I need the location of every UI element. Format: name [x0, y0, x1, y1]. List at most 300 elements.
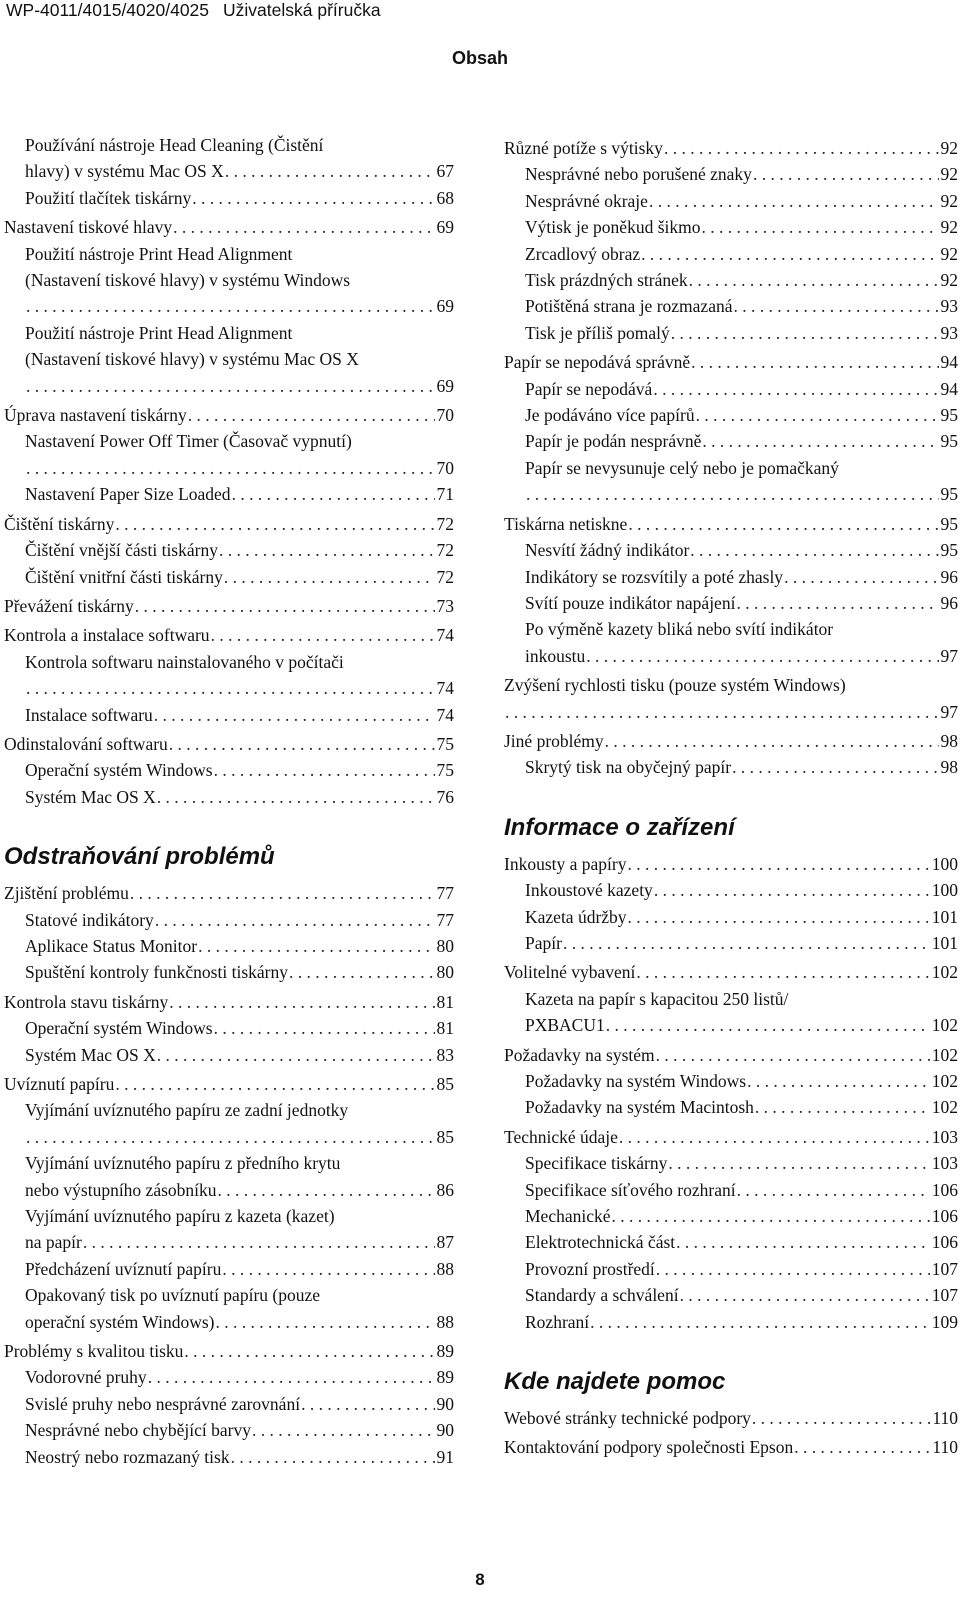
- toc-page-number: 68: [436, 187, 454, 208]
- toc-entry-line: [525, 590, 958, 616]
- toc-subentry[interactable]: [4, 907, 454, 933]
- toc-subentry[interactable]: [504, 564, 958, 590]
- dot-leader: [655, 1042, 930, 1068]
- toc-subentry[interactable]: [504, 1094, 958, 1120]
- toc-entry-line: [25, 537, 454, 563]
- toc-entry-title: Kontrola a instalace softwaru: [4, 625, 210, 646]
- dot-leader: [231, 481, 435, 507]
- toc-page-number: 86: [436, 1179, 454, 1200]
- toc-page-number: 94: [940, 378, 958, 399]
- toc-entry-title: operační systém Windows): [25, 1311, 215, 1332]
- toc-subentry[interactable]: [504, 293, 958, 319]
- dot-leader: [114, 1071, 434, 1097]
- toc-subentry[interactable]: [4, 320, 454, 399]
- toc-subentry[interactable]: [504, 904, 958, 930]
- toc-entry-line: [525, 481, 958, 507]
- dot-leader: [652, 376, 938, 402]
- toc-entry-title-line: Zvýšení rychlosti tisku (pouze systém Windows): [504, 675, 846, 696]
- toc-entry-title-line: (Nastavení tiskové hlavy) v systému Mac OS X: [25, 349, 359, 370]
- toc-entry[interactable]: [4, 402, 454, 428]
- toc-subentry[interactable]: [4, 1391, 454, 1417]
- toc-subentry[interactable]: [4, 564, 454, 590]
- toc-entry-title: Zrcadlový obraz: [525, 243, 641, 264]
- dot-leader: [25, 293, 435, 319]
- toc-entry-title: Standardy a schválení: [525, 1285, 679, 1306]
- dot-leader: [218, 537, 435, 563]
- toc-entry-line: [25, 1391, 454, 1417]
- dot-leader: [187, 402, 435, 428]
- toc-subentry[interactable]: [4, 1282, 454, 1335]
- toc-entry[interactable]: [504, 672, 958, 725]
- dot-leader: [156, 784, 435, 810]
- toc-entry-line: [504, 1405, 958, 1431]
- toc-page-number: 80: [436, 962, 454, 983]
- toc-subentry[interactable]: [504, 1068, 958, 1094]
- toc-entry-line: [25, 907, 454, 933]
- toc-entry-line: [25, 1256, 454, 1282]
- toc-entry-title: Instalace softwaru: [25, 704, 153, 725]
- toc-subentry[interactable]: [4, 1015, 454, 1041]
- toc-entry-title: Rozhraní: [525, 1311, 590, 1332]
- toc-subentry[interactable]: [504, 1150, 958, 1176]
- dot-leader: [746, 1068, 930, 1094]
- toc-subentry[interactable]: [504, 754, 958, 780]
- toc-entry-line: [4, 880, 454, 906]
- toc-entry-title: Nastavení tiskové hlavy: [4, 217, 173, 238]
- toc-entry-line: [25, 675, 454, 701]
- dot-leader: [663, 135, 939, 161]
- toc-entry-line: [25, 1417, 454, 1443]
- toc-left-column: [4, 132, 454, 1470]
- toc-subentry[interactable]: [504, 161, 958, 187]
- dot-leader: [675, 1229, 930, 1255]
- toc-entry-line: [504, 1124, 958, 1150]
- toc-entry-line: [25, 158, 454, 184]
- toc-page-number: 95: [940, 405, 958, 426]
- toc-subentry[interactable]: [504, 428, 958, 454]
- toc-entry-title: Systém Mac OS X: [25, 786, 156, 807]
- toc-entry-line: [25, 481, 454, 507]
- toc-subentry[interactable]: [4, 185, 454, 211]
- toc-entry-line: [25, 1229, 454, 1255]
- toc-entry[interactable]: [504, 1405, 958, 1431]
- toc-subentry[interactable]: [4, 1042, 454, 1068]
- dot-leader: [168, 731, 435, 757]
- toc-entry-title: Inkoustové kazety: [525, 880, 653, 901]
- toc-right-column: [504, 132, 958, 1461]
- dot-leader: [635, 959, 929, 985]
- running-header: [6, 0, 381, 21]
- toc-entry-line: [25, 1444, 454, 1470]
- dot-leader: [224, 158, 435, 184]
- toc-entry-line: [525, 564, 958, 590]
- toc-entry-title: Kazeta údržby: [525, 906, 627, 927]
- toc-subentry[interactable]: [504, 241, 958, 267]
- toc-page-number: 93: [940, 296, 958, 317]
- toc-page-number: 95: [940, 431, 958, 452]
- toc-page-number: 106: [931, 1232, 958, 1253]
- toc-subentry[interactable]: [504, 402, 958, 428]
- dot-leader: [690, 349, 938, 375]
- dot-leader: [251, 1417, 435, 1443]
- toc-page-number: 70: [436, 405, 454, 426]
- model-name: WP-4011/4015/4020/4025: [6, 0, 210, 20]
- toc-entry-line: [525, 267, 958, 293]
- toc-entry-title-line: Papír se nevysunuje celý nebo je pomačkaný: [525, 457, 839, 478]
- dot-leader: [736, 1177, 930, 1203]
- dot-leader: [230, 1444, 435, 1470]
- toc-page-number: 95: [940, 540, 958, 561]
- toc-page-number: 71: [436, 484, 454, 505]
- toc-entry-line: [504, 699, 958, 725]
- toc-entry-title: Papír se nepodává: [525, 378, 653, 399]
- dot-leader: [562, 930, 930, 956]
- dot-leader: [25, 1124, 435, 1150]
- toc-entry-line: [504, 959, 958, 985]
- dot-leader: [153, 702, 435, 728]
- toc-subentry[interactable]: [504, 616, 958, 669]
- toc-entry[interactable]: [4, 511, 454, 537]
- toc-entry-line: [504, 349, 958, 375]
- toc-subentry[interactable]: [4, 1150, 454, 1203]
- toc-page-number: 90: [436, 1420, 454, 1441]
- dot-leader: [618, 1124, 930, 1150]
- dot-leader: [172, 214, 434, 240]
- toc-entry-line: [525, 1012, 958, 1038]
- toc-entry-title: Spuštění kontroly funkčnosti tiskárny: [25, 962, 288, 983]
- toc-subentry[interactable]: [504, 1256, 958, 1282]
- toc-entry[interactable]: [504, 1042, 958, 1068]
- toc-page-number: 72: [436, 540, 454, 561]
- toc-entry-title-line: Opakovaný tisk po uvíznutí papíru (pouze: [25, 1285, 321, 1306]
- toc-entry-line: [504, 135, 958, 161]
- toc-entry-title: Uvíznutí papíru: [4, 1074, 115, 1094]
- toc-entry-title: Tiskárna netiskne: [504, 513, 628, 534]
- toc-entry-line: [525, 214, 958, 240]
- toc-page-number: 96: [940, 592, 958, 613]
- toc-entry[interactable]: [4, 214, 454, 240]
- toc-entry-title: Nastavení Paper Size Loaded: [25, 484, 231, 505]
- toc-entry-title: Tisk prázdných stránek: [525, 270, 688, 291]
- toc-entry-title: Čištění vnitřní části tiskárny: [25, 566, 223, 587]
- toc-entry-title: Papír je podán nesprávně: [525, 431, 702, 452]
- toc-subentry[interactable]: [4, 1364, 454, 1390]
- toc-subentry[interactable]: [504, 1229, 958, 1255]
- dot-leader: [752, 161, 939, 187]
- toc-page-number: 98: [940, 730, 958, 751]
- toc-entry-line: [525, 320, 958, 346]
- dot-leader: [689, 537, 938, 563]
- toc-subentry[interactable]: [4, 702, 454, 728]
- toc-page-number: 96: [940, 566, 958, 587]
- toc-entry-title: Tisk je příliš pomalý: [525, 322, 670, 343]
- toc-entry-line: [4, 731, 454, 757]
- toc-entry-title: Indikátory se rozsvítily a poté zhasly: [525, 566, 784, 587]
- toc-entry[interactable]: [4, 593, 454, 619]
- toc-subentry[interactable]: [504, 455, 958, 508]
- toc-page-number: 109: [931, 1311, 958, 1332]
- toc-subentry[interactable]: [4, 1444, 454, 1470]
- toc-entry-title: Inkousty a papíry: [504, 853, 627, 874]
- toc-entry-title: Potištěná strana je rozmazaná: [525, 296, 733, 317]
- toc-page-number: 77: [436, 883, 454, 904]
- toc-page-number: 110: [932, 1408, 958, 1429]
- dot-leader: [156, 1042, 435, 1068]
- toc-subentry[interactable]: [4, 481, 454, 507]
- toc-entry-line: [525, 1309, 958, 1335]
- toc-entry-title: Provozní prostředí: [525, 1258, 655, 1279]
- dot-leader: [210, 622, 435, 648]
- dot-leader: [215, 1309, 435, 1335]
- toc-entry-title: Je podáváno více papírů: [525, 405, 695, 426]
- toc-subentry[interactable]: [4, 649, 454, 702]
- dot-leader: [648, 188, 939, 214]
- toc-entry[interactable]: [504, 511, 958, 537]
- toc-entry-line: [525, 161, 958, 187]
- toc-page-number: 85: [436, 1126, 454, 1147]
- toc-entry-title-line: Nastavení Power Off Timer (Časovač vypnutí): [25, 431, 352, 452]
- toc-entry-line: [525, 754, 958, 780]
- toc-page-number: 69: [436, 375, 454, 396]
- toc-page-number: 75: [436, 733, 454, 754]
- toc-entry[interactable]: [504, 1124, 958, 1150]
- toc-page-number: 102: [931, 1071, 958, 1091]
- toc-page-number: 92: [940, 138, 958, 158]
- toc-entry-line: [4, 1338, 454, 1364]
- toc-entry-title-line: (Nastavení tiskové hlavy) v systému Windows: [25, 270, 351, 291]
- toc-entry-line: [25, 1309, 454, 1335]
- toc-entry-title: Papír se nepodává správně: [504, 352, 691, 373]
- toc-entry-title: Specifikace síťového rozhraní: [525, 1179, 736, 1200]
- toc-entry-title: Papír: [525, 932, 562, 953]
- toc-subentry[interactable]: [504, 376, 958, 402]
- toc-entry-title: Výtisk je poněkud šikmo: [525, 217, 701, 238]
- dot-leader: [25, 373, 435, 399]
- toc-entry-line: [504, 851, 958, 877]
- toc-entry-title: Požadavky na systém: [504, 1044, 655, 1065]
- toc-page-number: 92: [940, 190, 958, 211]
- toc-page-number: 74: [436, 704, 454, 725]
- dot-leader: [213, 757, 435, 783]
- dot-leader: [700, 214, 938, 240]
- toc-page-number: 97: [940, 701, 958, 722]
- toc-entry[interactable]: [4, 1338, 454, 1364]
- toc-entry-line: [525, 537, 958, 563]
- dot-leader: [525, 481, 939, 507]
- toc-subentry[interactable]: [4, 959, 454, 985]
- toc-entry-line: [4, 511, 454, 537]
- dot-leader: [732, 293, 938, 319]
- toc-entry-title: Nesprávné nebo chybějící barvy: [25, 1420, 251, 1441]
- toc-entry-title: Svislé pruhy nebo nesprávné zarovnání: [25, 1393, 301, 1414]
- toc-entry-title: Použití tlačítek tiskárny: [25, 187, 192, 208]
- dot-leader: [589, 1309, 930, 1335]
- toc-page-number: 81: [436, 991, 454, 1012]
- dot-leader: [605, 1012, 930, 1038]
- toc-subentry[interactable]: [504, 320, 958, 346]
- toc-entry-title: Čištění vnější části tiskárny: [25, 540, 218, 561]
- dot-leader: [688, 267, 939, 293]
- toc-subentry[interactable]: [504, 214, 958, 240]
- toc-subentry[interactable]: [4, 1097, 454, 1150]
- dot-leader: [701, 428, 938, 454]
- toc-entry-title: Systém Mac OS X: [25, 1044, 156, 1065]
- toc-entry-title: na papír: [25, 1232, 82, 1253]
- toc-page-number: 72: [436, 513, 454, 534]
- toc-entry-title: Mechanické: [525, 1206, 611, 1227]
- toc-entry-line: [25, 784, 454, 810]
- dot-leader: [695, 402, 939, 428]
- toc-entry-line: [504, 1434, 958, 1460]
- toc-page-number: 103: [931, 1153, 958, 1174]
- toc-entry-title-line: Vyjímání uvíznutého papíru ze zadní jednotky: [25, 1100, 349, 1121]
- toc-page-number: 101: [931, 932, 958, 953]
- toc-subentry[interactable]: [504, 1203, 958, 1229]
- toc-entry-line: [4, 214, 454, 240]
- toc-page-number: 102: [931, 962, 958, 983]
- toc-subentry[interactable]: [4, 1256, 454, 1282]
- toc-page-number: 97: [940, 645, 958, 666]
- toc-subentry[interactable]: [4, 241, 454, 320]
- toc-page-number: 95: [940, 513, 958, 534]
- toc-page-number: 89: [436, 1367, 454, 1388]
- toc-entry[interactable]: [504, 1434, 958, 1460]
- toc-entry-title: Problémy s kvalitou tisku: [4, 1341, 184, 1362]
- toc-entry-line: [25, 959, 454, 985]
- toc-page-number: 69: [436, 217, 454, 238]
- toc-entry-line: [25, 702, 454, 728]
- toc-subentry[interactable]: [4, 132, 454, 185]
- dot-leader: [626, 851, 929, 877]
- toc-subentry[interactable]: [4, 757, 454, 783]
- toc-entry-title-line: Použití nástroje Print Head Alignment: [25, 243, 293, 264]
- dot-leader: [667, 1150, 929, 1176]
- toc-entry-line: [525, 643, 958, 669]
- toc-page-number: 110: [932, 1437, 958, 1458]
- toc-entry-line: [525, 1203, 958, 1229]
- toc-entry[interactable]: [4, 989, 454, 1015]
- dot-leader: [221, 1256, 434, 1282]
- toc-page-number: 92: [940, 243, 958, 264]
- toc-subentry[interactable]: [4, 428, 454, 481]
- dot-leader: [154, 907, 435, 933]
- toc-subentry[interactable]: [504, 986, 958, 1039]
- toc-page-number: 88: [436, 1258, 454, 1279]
- toc-entry-line: [525, 877, 958, 903]
- toc-subentry[interactable]: [504, 1282, 958, 1308]
- toc-section-heading: Informace o zařízení: [504, 813, 735, 841]
- toc-entry-line: [525, 293, 958, 319]
- toc-entry-line: [25, 293, 454, 319]
- toc-page-number: 90: [436, 1393, 454, 1414]
- toc-entry[interactable]: [504, 851, 958, 877]
- toc-entry[interactable]: [504, 135, 958, 161]
- toc-subentry[interactable]: [504, 877, 958, 903]
- toc-entry-title-line: Použití nástroje Print Head Alignment: [25, 322, 293, 343]
- toc-entry-line: [25, 757, 454, 783]
- toc-entry-title-line: Používání nástroje Head Cleaning (Čistění: [25, 135, 324, 155]
- toc-entry-title-line: Vyjímání uvíznutého papíru z kazeta (kazet): [25, 1206, 335, 1227]
- toc-entry[interactable]: [504, 728, 958, 754]
- toc-entry-line: [4, 402, 454, 428]
- toc-subentry[interactable]: [504, 267, 958, 293]
- dot-leader: [627, 904, 930, 930]
- toc-entry-line: [525, 241, 958, 267]
- toc-entry[interactable]: [504, 959, 958, 985]
- toc-entry-line: [525, 1256, 958, 1282]
- dot-leader: [82, 1229, 435, 1255]
- toc-page-number: 106: [931, 1206, 958, 1227]
- toc-subentry[interactable]: [4, 537, 454, 563]
- toc-subentry[interactable]: [4, 933, 454, 959]
- toc-page-number: 75: [436, 760, 454, 781]
- toc-entry-line: [25, 373, 454, 399]
- toc-entry-line: [25, 933, 454, 959]
- toc-entry-line: [4, 989, 454, 1015]
- toc-entry-title: Odinstalování softwaru: [4, 733, 168, 754]
- toc-subentry[interactable]: [504, 1177, 958, 1203]
- toc-page-number: 87: [436, 1232, 454, 1253]
- guide-title: Uživatelská příručka: [223, 0, 381, 20]
- toc-entry-title-line: Kazeta na papír s kapacitou 250 listů/: [525, 988, 789, 1009]
- toc-page-number: 100: [931, 880, 958, 901]
- toc-subentry[interactable]: [504, 537, 958, 563]
- toc-page-number: 69: [436, 296, 454, 317]
- dot-leader: [147, 1364, 435, 1390]
- toc-section-heading: Odstraňování problémů: [4, 843, 275, 871]
- toc-subentry[interactable]: [504, 930, 958, 956]
- toc-entry-line: [504, 1042, 958, 1068]
- toc-entry-title: Požadavky na systém Macintosh: [525, 1097, 754, 1118]
- toc-entry[interactable]: [4, 622, 454, 648]
- toc-page-number: 101: [931, 906, 958, 927]
- toc-entry-line: [525, 402, 958, 428]
- dot-leader: [300, 1391, 434, 1417]
- dot-leader: [735, 590, 938, 616]
- toc-page-number: 98: [940, 757, 958, 778]
- toc-page-number: 107: [931, 1258, 958, 1279]
- toc-entry-title-line: Po výměně kazety bliká nebo svítí indikátor: [525, 619, 834, 640]
- toc-entry[interactable]: [4, 731, 454, 757]
- toc-subentry[interactable]: [504, 1309, 958, 1335]
- toc-subentry[interactable]: [504, 590, 958, 616]
- toc-entry-title: Předcházení uvíznutí papíru: [25, 1258, 222, 1279]
- toc-entry-title: PXBACU1: [525, 1015, 605, 1036]
- toc-page-number: 102: [931, 1044, 958, 1065]
- toc-entry[interactable]: [4, 1071, 454, 1097]
- toc-entry-title: hlavy) v systému Mac OS X: [25, 161, 224, 182]
- toc-page-number: 81: [436, 1018, 454, 1039]
- toc-entry-title: Specifikace tiskárny: [525, 1153, 668, 1174]
- toc-entry[interactable]: [504, 349, 958, 375]
- toc-entry-line: [525, 930, 958, 956]
- toc-entry-title: Požadavky na systém Windows: [525, 1071, 747, 1091]
- toc-entry-line: [525, 1150, 958, 1176]
- toc-subentry[interactable]: [4, 784, 454, 810]
- toc-page-number: 92: [940, 270, 958, 291]
- toc-entry-title: Elektrotechnická část: [525, 1232, 676, 1253]
- toc-subentry[interactable]: [4, 1203, 454, 1256]
- toc-entry[interactable]: [4, 880, 454, 906]
- toc-entry-title: Svítí pouze indikátor napájení: [525, 592, 736, 613]
- toc-subentry[interactable]: [504, 188, 958, 214]
- toc-subentry[interactable]: [4, 1417, 454, 1443]
- dot-leader: [611, 1203, 930, 1229]
- toc-entry-title: Nesprávné okraje: [525, 190, 648, 211]
- toc-entry-title: nebo výstupního zásobníku: [25, 1179, 217, 1200]
- dot-leader: [731, 754, 938, 780]
- dot-leader: [183, 1338, 434, 1364]
